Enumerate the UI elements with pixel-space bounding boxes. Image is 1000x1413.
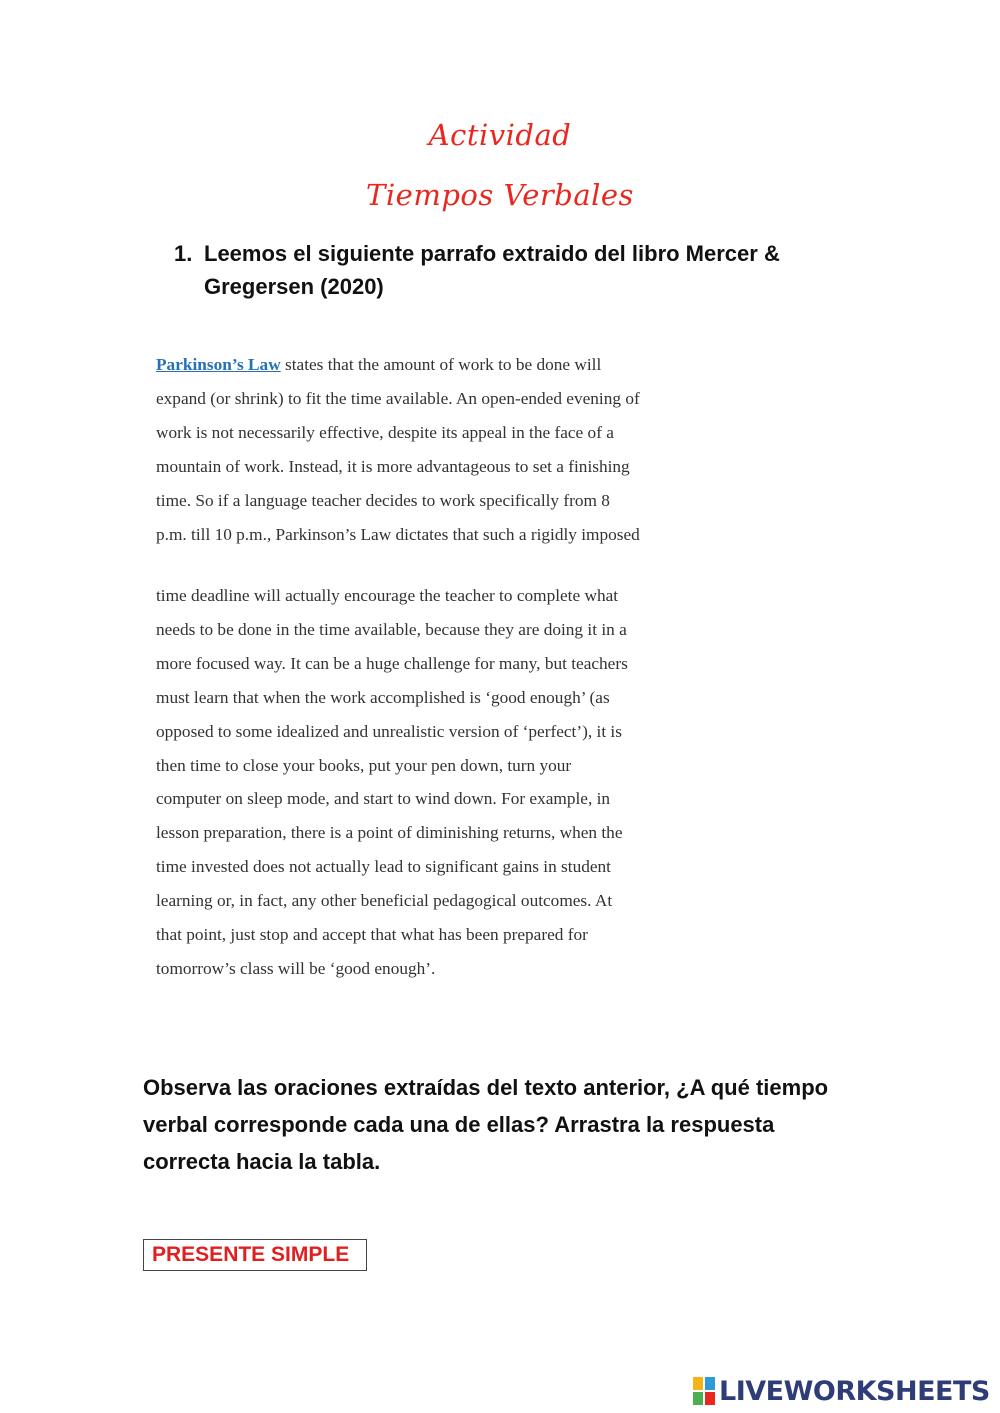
- question-text: Observa las oraciones extraídas del texto anterior, ¿A qué tiempo verbal corresponde cada una de ellas? Arrastra la respuesta correcta hacia la tabla.: [143, 1075, 829, 1174]
- excerpt-line: computer on sleep mode, and start to wind down. For example, in: [156, 789, 611, 809]
- excerpt-line: lesson preparation, there is a point of diminishing returns, when the: [156, 823, 623, 843]
- brand-name: LIVEWORKSHEETS: [719, 1375, 990, 1407]
- liveworksheets-brand: [693, 1374, 990, 1408]
- instruction-text: Leemos el siguiente parrafo extraido del libro Mercer & Gregersen (2020): [204, 241, 780, 299]
- excerpt-line: then time to close your books, put your pen down, turn your: [156, 755, 572, 775]
- draggable-answer-presente-simple[interactable]: PRESENTE SIMPLE: [143, 1239, 367, 1271]
- excerpt-line: [156, 348, 756, 382]
- excerpt-line: must learn that when the work accomplished is ‘good enough’ (as: [156, 687, 610, 707]
- excerpt-line: learning or, in fact, any other beneficial pedagogical outcomes. At: [156, 891, 613, 911]
- liveworksheets-logo-icon: [693, 1377, 715, 1405]
- excerpt-paragraph-1: [156, 348, 756, 551]
- excerpt-line: work is not necessarily effective, despite its appeal in the face of a: [156, 422, 614, 442]
- activity-subtitle: Tiempos Verbales: [366, 178, 634, 212]
- instruction-number: 1.: [174, 241, 193, 266]
- parkinsons-law-link[interactable]: Parkinson’s Law: [156, 355, 281, 374]
- excerpt-line: time deadline will actually encourage the teacher to complete what: [156, 586, 619, 605]
- excerpt-line: needs to be done in the time available, because they are doing it in a: [156, 619, 627, 639]
- instruction-item: [174, 237, 854, 303]
- excerpt-line: expand (or shrink) to fit the time available. An open-ended evening of: [156, 388, 640, 408]
- excerpt-line-text: states that the amount of work to be done will: [280, 355, 602, 374]
- excerpt-line: time. So if a language teacher decides to work specifically from 8: [156, 490, 610, 510]
- excerpt-line: more focused way. It can be a huge challenge for many, but teachers: [156, 653, 628, 673]
- excerpt-line: that point, just stop and accept that what has been prepared for: [156, 925, 588, 945]
- activity-title: Actividad: [428, 118, 572, 152]
- excerpt-line: tomorrow’s class will be ‘good enough’.: [156, 958, 436, 978]
- excerpt-line: time invested does not actually lead to significant gains in student: [156, 857, 611, 877]
- excerpt-paragraph-2: [156, 579, 756, 986]
- excerpt-line: p.m. till 10 p.m., Parkinson’s Law dictates that such a rigidly imposed: [156, 524, 640, 544]
- excerpt-line: mountain of work. Instead, it is more advantageous to set a finishing: [156, 456, 630, 476]
- excerpt-line: opposed to some idealized and unrealistic version of ‘perfect’), it is: [156, 721, 622, 741]
